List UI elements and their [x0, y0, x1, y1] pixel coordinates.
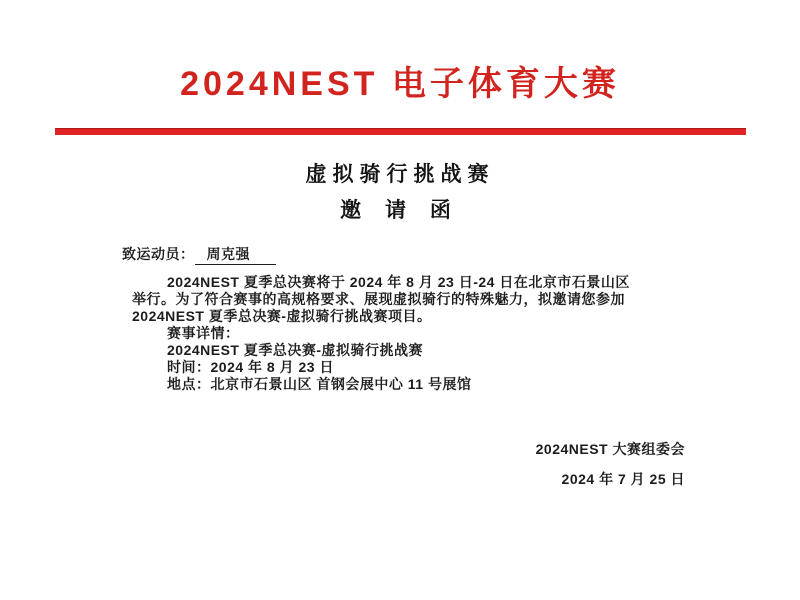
body-line: 举行。为了符合赛事的高规格要求、展现虚拟骑行的特殊魅力，拟邀请您参加 — [132, 291, 625, 307]
invitation-letter-heading: 邀 请 函 — [340, 199, 460, 222]
event-details-block — [167, 325, 685, 393]
details-event-name: 2024NEST 夏季总决赛-虚拟骑行挑战赛 — [167, 342, 424, 358]
details-heading: 赛事详情： — [167, 325, 240, 341]
details-location: 地点：北京市石景山区 首钢会展中心 11 号展馆 — [167, 376, 472, 392]
signature-committee: 2024NEST 大赛组委会 — [535, 441, 685, 457]
details-time: 时间：2024 年 8 月 23 日 — [167, 359, 334, 375]
signature-block — [122, 441, 685, 488]
event-subtitle: 虚拟骑行挑战赛 — [305, 163, 495, 186]
salutation-line — [122, 246, 685, 265]
title-divider-rule — [55, 128, 746, 135]
document-title: 2024NEST 电子体育大赛 — [180, 65, 620, 103]
body-line: 2024NEST 夏季总决赛-虚拟骑行挑战赛项目。 — [132, 308, 432, 324]
salutation-prefix: 致运动员： — [122, 246, 195, 262]
signature-date: 2024 年 7 月 25 日 — [561, 471, 685, 487]
body-paragraph — [132, 274, 685, 325]
letter-content — [0, 246, 800, 488]
body-line: 2024NEST 夏季总决赛将于 2024 年 8 月 23 日-24 日在北京市石景山区 — [167, 274, 630, 290]
athlete-name: 周克强 — [195, 246, 277, 265]
